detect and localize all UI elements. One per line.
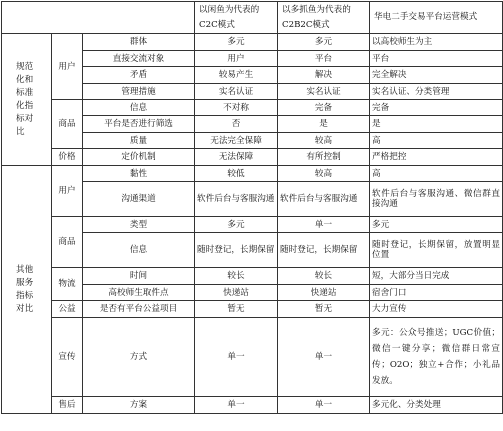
c2c-cell: 否	[195, 116, 278, 133]
item-cell: 定价机制	[83, 149, 195, 166]
item-cell: 时间	[83, 268, 195, 285]
item-cell: 方式	[83, 318, 195, 397]
item-cell: 沟通渠道	[83, 182, 195, 217]
c2c-cell: 较长	[195, 268, 278, 285]
c2b2c-cell: 单一	[278, 217, 370, 233]
huadian-cell: 随时登记，长期保留，放置明显位置	[370, 233, 503, 268]
c2b2c-cell: 暂无	[278, 301, 370, 318]
huadian-cell: 大力宣传	[370, 301, 503, 318]
c2b2c-cell: 实名认证	[278, 84, 370, 100]
c2b2c-cell: 完备	[278, 100, 370, 116]
c2c-cell: 无法完全保障	[195, 133, 278, 149]
sub-label-goods: 商品	[52, 217, 83, 268]
huadian-cell: 高	[370, 133, 503, 149]
table-row	[2, 166, 503, 182]
group-label-other-services: 其他服务指标对比	[2, 166, 52, 414]
item-cell: 黏性	[83, 166, 195, 182]
c2c-cell: 无法保障	[195, 149, 278, 166]
item-cell: 是否有平台公益项目	[83, 301, 195, 318]
c2c-cell: 随时登记，长期保留	[195, 233, 278, 268]
comparison-table	[1, 1, 503, 414]
sub-label-goods: 商品	[52, 100, 83, 149]
c2b2c-cell: 有所控制	[278, 149, 370, 166]
huadian-cell: 短，大部分当日完成	[370, 268, 503, 285]
sub-label-logistics: 物流	[52, 268, 83, 301]
sub-label-promotion: 宣传	[52, 318, 83, 397]
huadian-cell: 严格把控	[370, 149, 503, 166]
item-cell: 平台是否进行筛选	[83, 116, 195, 133]
huadian-cell: 是	[370, 116, 503, 133]
huadian-cell: 多元	[370, 217, 503, 233]
huadian-cell: 平台	[370, 51, 503, 67]
group-label-standardization: 规范化和标准化指标对比	[2, 34, 52, 166]
c2b2c-cell: 平台	[278, 51, 370, 67]
c2c-cell: 较低	[195, 166, 278, 182]
item-cell: 质量	[83, 133, 195, 149]
c2c-cell: 实名认证	[195, 84, 278, 100]
header-row	[2, 2, 503, 34]
huadian-cell: 宿舍门口	[370, 285, 503, 301]
huadian-cell: 实名认证、分类管理	[370, 84, 503, 100]
c2c-cell: 暂无	[195, 301, 278, 318]
item-cell: 管理措施	[83, 84, 195, 100]
item-cell: 矛盾	[83, 67, 195, 84]
c2c-cell: 软件后台与客服沟通	[195, 182, 278, 217]
c2b2c-cell: 解决	[278, 67, 370, 84]
c2b2c-cell: 快递站	[278, 285, 370, 301]
table-row	[2, 318, 503, 397]
item-cell: 信息	[83, 233, 195, 268]
c2b2c-cell: 软件后台与客服沟通	[278, 182, 370, 217]
c2c-cell: 多元	[195, 34, 278, 51]
c2c-cell: 单一	[195, 318, 278, 397]
huadian-cell: 软件后台与客服沟通、微信群直接沟通	[370, 182, 503, 217]
sub-label-user: 用户	[52, 34, 83, 100]
huadian-cell: 以高校师生为主	[370, 34, 503, 51]
header-huadian: 华电二手交易平台运营模式	[370, 2, 503, 34]
c2b2c-cell: 是	[278, 116, 370, 133]
c2c-cell: 不对称	[195, 100, 278, 116]
table-row	[2, 397, 503, 414]
header-c2b2c: 以多抓鱼为代表的C2B2C模式	[278, 2, 370, 34]
sub-label-after-sales: 售后	[52, 397, 83, 414]
item-cell: 信息	[83, 100, 195, 116]
c2b2c-cell: 多元	[278, 34, 370, 51]
huadian-cell: 高	[370, 166, 503, 182]
item-cell: 直接交流对象	[83, 51, 195, 67]
sub-label-user: 用户	[52, 166, 83, 217]
c2c-cell: 较易产生	[195, 67, 278, 84]
table-row	[2, 268, 503, 285]
table-row	[2, 217, 503, 233]
c2c-cell: 单一	[195, 397, 278, 414]
c2b2c-cell: 较高	[278, 133, 370, 149]
c2b2c-cell: 单一	[278, 397, 370, 414]
table-row	[2, 301, 503, 318]
c2b2c-cell: 随时登记，长期保留	[278, 233, 370, 268]
c2b2c-cell: 较高	[278, 166, 370, 182]
huadian-cell: 完备	[370, 100, 503, 116]
table-row	[2, 149, 503, 166]
c2c-cell: 快递站	[195, 285, 278, 301]
table-row	[2, 100, 503, 116]
header-c2c: 以闲鱼为代表的C2C模式	[195, 2, 278, 34]
item-cell: 群体	[83, 34, 195, 51]
item-cell: 方案	[83, 397, 195, 414]
sub-label-charity: 公益	[52, 301, 83, 318]
header-empty-cell	[2, 2, 195, 34]
c2c-cell: 多元	[195, 217, 278, 233]
huadian-cell: 多元：公众号推送；UGC价值；微信一键分享；微信群日常宣传；O2O；独立+合作；小礼品发放。	[370, 318, 503, 397]
sub-label-price: 价格	[52, 149, 83, 166]
huadian-cell: 多元化、分类处理	[370, 397, 503, 414]
huadian-cell: 完全解决	[370, 67, 503, 84]
item-cell: 类型	[83, 217, 195, 233]
c2b2c-cell: 较长	[278, 268, 370, 285]
comparison-document	[1, 1, 502, 414]
c2c-cell: 用户	[195, 51, 278, 67]
table-row	[2, 34, 503, 51]
item-cell: 高校师生取件点	[83, 285, 195, 301]
c2b2c-cell: 单一	[278, 318, 370, 397]
